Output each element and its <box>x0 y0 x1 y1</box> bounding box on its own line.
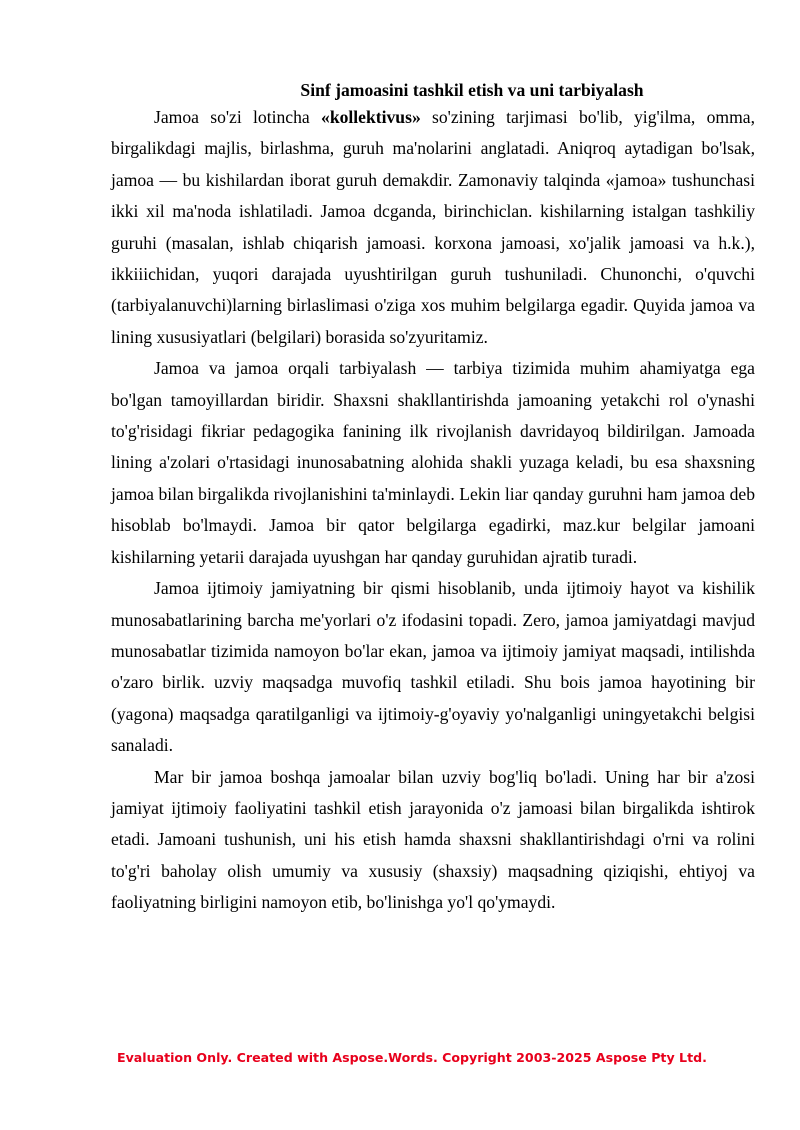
document-title: Sinf jamoasini tashkil etish va uni tarbiyalash <box>300 80 644 100</box>
evaluation-watermark: Evaluation Only. Created with Aspose.Words. Copyright 2003-2025 Aspose Pty Ltd. <box>117 1050 707 1065</box>
paragraph-1-rest: so'zining tarjimasi bo'lib, yig'ilma, omma, birgalikdagi majlis, birlashma, guruh ma'nolarini anglatadi. Aniqroq aytadigan bo'lsak, jamoa — bu kishilardan iborat guruh demakdir. Zamonaviy talqinda «jamoa» tushunchasi ikki xil ma'noda ishlatiladi. Jamoa dcganda, birinchiclan. kishilarning istalgan tashkiliy guruhi (masalan, ishlab chiqarish jamoasi. korxona jamoasi, xo'jalik jamoasi va h.k.), ikkiiichidan, yuqori darajada uyushtirilgan guruh tushuniladi. Chunonchi, o'quvchi (tarbiyalanuvchi)larning birlaslimasi o'ziga xos muhim belgilarga egadir. Quyida jamoa va lining xususiyatlari (belgilari) borasida so'zyuritamiz. <box>111 107 755 347</box>
paragraph-3: Jamoa ijtimoiy jamiyatning bir qismi hisoblanib, unda ijtimoiy hayot va kishilik munosabatlarining barcha me'yorlari o'z ifodasini topadi. Zero, jamoa jamiyatdagi mavjud munosabatlar tizimida namoyon bo'lar ekan, jamoa va ijtimoiy jamiyat maqsadi, intilishda o'zaro birlik. uzviy maqsadga muvofiq tashkil etiladi. Shu bois jamoa hayotining bir (yagona) maqsadga qaratilganligi va ijtimoiy-g'oyaviy yo'nalganligi uningyetakchi belgisi sanaladi. <box>111 578 755 756</box>
paragraph-4: Mar bir jamoa boshqa jamoalar bilan uzviy bog'liq bo'ladi. Uning har bir a'zosi jamiyat ijtimoiy faoliyatini tashkil etish jarayonida o'z jamoasi bilan birgalikda ishtirok etadi. Jamoani tushunish, uni his etish hamda shaxsni shakllantirishdagi o'rni va rolini to'g'ri baholay olish umumiy va xususiy (shaxsiy) maqsadning qiziqishi, ehtiyoj va faoliyatning birligini namoyon etib, bo'linishga yo'l qo'ymaydi. <box>111 766 755 913</box>
paragraph-1-keyword: «kollektivus» <box>321 107 421 127</box>
paragraph-1-intro: Jamoa so'zi lotincha <box>154 107 322 127</box>
paragraph-2: Jamoa va jamoa orqali tarbiyalash — tarbiya tizimida muhim ahamiyatga ega bo'lgan tamoyillardan biridir. Shaxsni shakllantirishda jamoaning yetakchi rol o'ynashi to'g'risidagi fikriar pedagogika fanining ilk rivojlanish davridayoq bildirilgan. Jamoada lining a'zolari o'rtasidagi inunosabatning alohida shakli yuzaga keladi, bu esa shaxsning jamoa bilan birgalikda rivojlanishini ta'minlaydi. Lekin liar qanday guruhni ham jamoa deb hisoblab bo'lmaydi. Jamoa bir qator belgilarga egadirki, maz.kur belgilar jamoani kishilarning yetarii darajada uyushgan har qanday guruhidan ajratib turadi. <box>111 358 755 567</box>
paragraph-1 <box>111 102 755 353</box>
document-body <box>111 78 755 919</box>
